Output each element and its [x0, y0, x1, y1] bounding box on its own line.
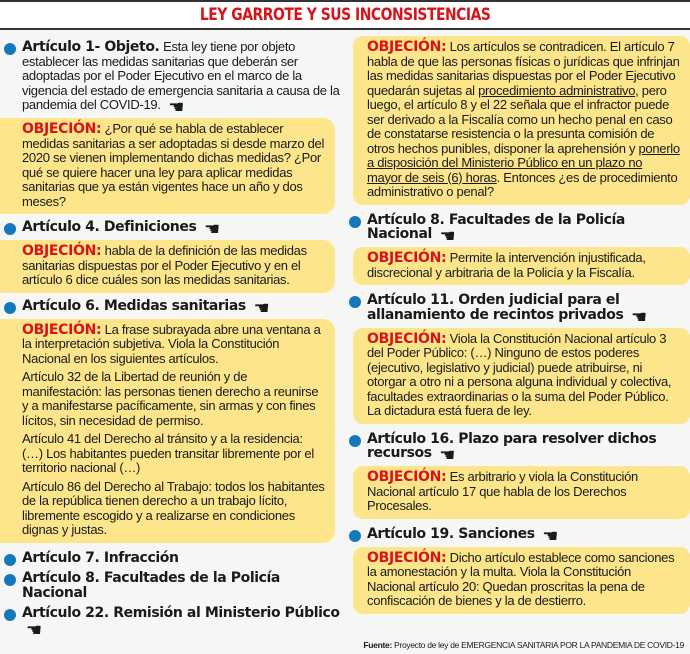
article-title: Artículo 16. Plazo para resolver dichos recursos	[367, 430, 657, 461]
objection-box	[0, 319, 335, 543]
article-title: Artículo 8. Facultades de la Policía Nacional	[22, 570, 280, 601]
objection-text: habla de la definición de las medidas sanitarias dispuestas por el Poder Ejecutivo y en el artículo 6 dice cuáles son las medidas sanitarias.	[22, 243, 307, 287]
objection-box	[353, 36, 690, 205]
objection-label: OBJECIÓN:	[367, 549, 447, 566]
article-title: Artículo 22. Remisión al Ministerio Público	[22, 605, 340, 621]
source-label: Fuente:	[363, 640, 392, 650]
article-title: Artículo 8. Facultades de la Policía Nacional	[367, 211, 625, 242]
underlined-phrase: procedimiento administrativo	[478, 82, 636, 98]
article-16	[345, 432, 690, 463]
header	[0, 0, 690, 30]
objection-label: OBJECIÓN:	[22, 321, 102, 338]
objection-paragraph: Artículo 32 de la Libertad de reunión y de manifestación: las personas tienen derecho a reunirse y a manifestarse pacíficamente, sin armas y con fines lícitos, sin necesidad de permiso.	[22, 369, 319, 428]
bullet-dot-icon	[4, 223, 16, 235]
article-22	[0, 605, 345, 640]
bullet-dot-icon	[4, 302, 16, 314]
article-title: Artículo 11. Orden judicial para el allanamiento de recintos privados	[367, 292, 624, 323]
left-column	[0, 34, 345, 641]
objection-label: OBJECIÓN:	[367, 39, 447, 55]
objection-box	[353, 328, 690, 424]
pointing-hand-icon: ☚	[253, 297, 270, 318]
objection-box	[353, 247, 690, 285]
objection-text: Viola la Constitución Nacional artículo 3 del Poder Público: (…) Ninguno de estos poderes (ejecutivo, legislativo y judicial) puede atribuirse, ni otorgar a otro ni a persona alguna individual y colectiva, facultades extraordinarias o la suma del Poder Público. La dictadura está fuera de ley.	[367, 330, 672, 418]
source-note	[363, 640, 684, 650]
article-11	[345, 292, 690, 327]
article-4	[0, 219, 345, 239]
underlined-phrase: ponerlo a disposición del Ministerio Público en un plazo no mayor de seis (6) horas	[367, 140, 680, 185]
objection-text: ¿Por qué se habla de establecer medidas sanitarias a ser adoptadas si desde marzo del 2020 se vienen implementando dichas medidas? ¿Por qué se quiere hacer una ley para aplicar medidas sanitarias que ya están vigentes hace un año y dos meses?	[22, 121, 325, 209]
article-8	[345, 213, 690, 244]
objection-label: OBJECIÓN:	[22, 121, 102, 137]
article-7	[0, 551, 345, 566]
pointing-hand-icon: ☚	[168, 97, 185, 117]
objection-text: Dicho artículo establece como sanciones la amonestación y la multa. Viola la Constitución Nacional artículo 20: Quedan proscritas la pena de confiscación de bienes y la de destierro.	[367, 549, 675, 608]
objection-box	[353, 547, 690, 614]
article-6	[0, 297, 345, 318]
objection-label: OBJECIÓN:	[367, 250, 447, 266]
article-1	[0, 39, 345, 117]
objection-label: OBJECIÓN:	[367, 330, 447, 347]
article-title: Artículo 7. Infracción	[22, 549, 179, 566]
objection-text: Permite la intervención injustificada, discrecional y arbitraria de la Policía y la Fiscalía.	[367, 250, 646, 280]
bullet-dot-icon	[4, 609, 16, 621]
objection-label: OBJECIÓN:	[367, 469, 447, 485]
page-title: LEY GARROTE Y SUS INCONSISTENCIAS	[199, 5, 491, 25]
bullet-dot-icon	[4, 554, 16, 566]
right-column	[345, 34, 690, 620]
objection-text: Es arbitrario y viola la Constitución Nacional artículo 17 que habla de los Derechos Procesales.	[367, 469, 638, 513]
article-title: Artículo 4. Definiciones	[22, 219, 197, 235]
objection-paragraph: Artículo 41 del Derecho al tránsito y a la residencia: (…) Los habitantes pueden transitar libremente por el territorio nacional (…)	[22, 431, 314, 475]
bullet-dot-icon	[4, 574, 16, 586]
objection-text: . Entonces ¿es de procedimiento administrativo o penal?	[367, 169, 678, 199]
objection-box	[0, 118, 335, 214]
objection-box	[353, 466, 690, 519]
article-19	[345, 525, 690, 546]
pointing-hand-icon: ☚	[439, 226, 456, 246]
bullet-dot-icon	[349, 435, 361, 447]
article-body: Esta ley tiene por objeto establecer las medidas sanitarias que deberán ser adoptadas por el Poder Ejecutivo en el marco de la vigencia del estado de emergencia sanitaria a causa de la pandemia del COVID-19.	[22, 39, 340, 112]
pointing-hand-icon: ☚	[204, 219, 221, 239]
objection-paragraph: Artículo 86 del Derecho al Trabajo: todos los habitantes de la república tienen derecho a un trabajo lícito, libremente escogido y a realizarse en condiciones dignas y justas.	[22, 478, 325, 537]
bullet-dot-icon	[4, 43, 16, 55]
pointing-hand-icon: ☚	[542, 525, 559, 546]
bullet-dot-icon	[349, 530, 361, 542]
objection-text: , pero luego, el artículo 8 y el 22 señala que el infractor puede ser derivado a la Fiscalía como un hecho penal en caso de constatarse resistencia o la presunta comisión de otros hechos punibles, disponer la aprehensión y	[367, 82, 673, 156]
article-8	[0, 571, 345, 600]
bullet-dot-icon	[349, 296, 361, 308]
bullet-dot-icon	[349, 216, 361, 228]
pointing-hand-icon: ☚	[26, 619, 43, 640]
article-title: Artículo 6. Medidas sanitarias	[22, 297, 246, 314]
article-title: Artículo 19. Sanciones	[367, 525, 535, 542]
pointing-hand-icon: ☚	[631, 306, 648, 327]
objection-label: OBJECIÓN:	[22, 243, 102, 259]
pointing-hand-icon: ☚	[439, 445, 456, 465]
objection-text: Los artículos se contradicen. El artículo 7 habla de que las personas físicas o jurídicas que infrinjan las medidas sanitarias dispuestas por el Poder Ejecutivo quedarán sujetas al	[367, 39, 680, 98]
objection-box	[0, 240, 335, 293]
source-text: Proyecto de ley de EMERGENCIA SANITARIA POR LA PANDEMIA DE COVID-19	[394, 640, 684, 650]
objection-text: La frase subrayada abre una ventana a la interpretación subjetiva. Viola la Constitución Nacional en los siguientes artículos.	[22, 321, 321, 366]
article-title: Artículo 1- Objeto.	[22, 39, 160, 55]
